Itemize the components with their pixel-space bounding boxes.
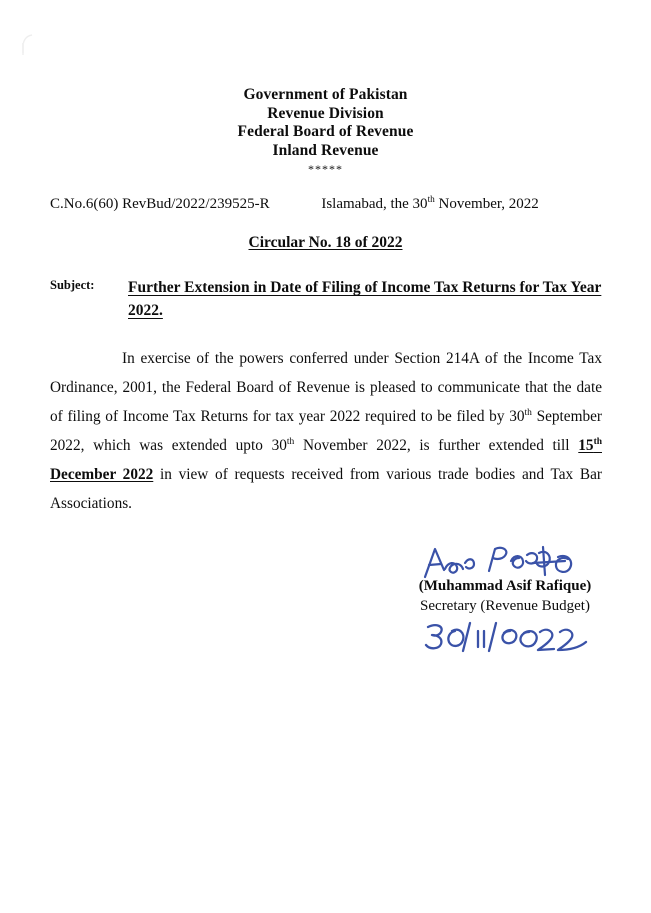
body-part-2: September 2022, which was extended upto 30 xyxy=(50,408,602,454)
handwritten-signature xyxy=(380,543,630,579)
scan-artifact xyxy=(18,33,40,59)
issue-place-and-date xyxy=(321,195,538,214)
extended-deadline-day: 15 xyxy=(578,437,594,454)
body-sup-september: th xyxy=(524,407,532,418)
letterhead-line-board: Federal Board of Revenue xyxy=(237,123,414,140)
circular-title-text: Circular No. 18 of 2022 xyxy=(248,234,403,251)
signer-title: Secretary (Revenue Budget) xyxy=(420,598,590,614)
letterhead xyxy=(0,86,651,177)
subject-row xyxy=(50,276,602,322)
body-part-4: in view of requests received from various trade bodies and Tax Bar Associations. xyxy=(50,466,603,512)
issue-date-prefix: Islamabad, the 30 xyxy=(321,196,428,212)
subject-text: Further Extension in Date of Filing of Income Tax Returns for Tax Year 2022. xyxy=(128,279,602,319)
body-sup-november: th xyxy=(286,436,295,447)
body-part-1: In exercise of the powers conferred under Section 214A of the Income Tax Ordinance, 2001, the Federal Board of Revenue is pleased to communicate that the date of filing of Income Tax Returns for tax year 2022 required to be filed by 30 xyxy=(50,350,602,425)
handwritten-date xyxy=(380,619,630,657)
body-part-3: November 2022, is further extended till xyxy=(294,437,579,454)
subject-label: Subject: xyxy=(50,278,95,292)
reference-line xyxy=(50,195,602,214)
issue-date-suffix: November, 2022 xyxy=(434,196,539,212)
letterhead-line-division: Revenue Division xyxy=(267,104,384,122)
extended-deadline-ordinal: th xyxy=(593,436,602,447)
letterhead-separator: ***** xyxy=(308,162,343,176)
reference-number: C.No.6(60) RevBud/2022/239525-R xyxy=(50,196,270,212)
signer-name: (Muhammad Asif Rafique) xyxy=(418,578,592,594)
signature-block xyxy=(380,543,630,657)
circular-title xyxy=(0,234,651,252)
extended-deadline-rest: December 2022 xyxy=(50,466,154,483)
letterhead-line-inland-revenue: Inland Revenue xyxy=(272,141,379,159)
letterhead-line-government: Government of Pakistan xyxy=(243,86,408,103)
issue-date-ordinal: th xyxy=(427,195,435,205)
body-paragraph xyxy=(50,344,602,518)
